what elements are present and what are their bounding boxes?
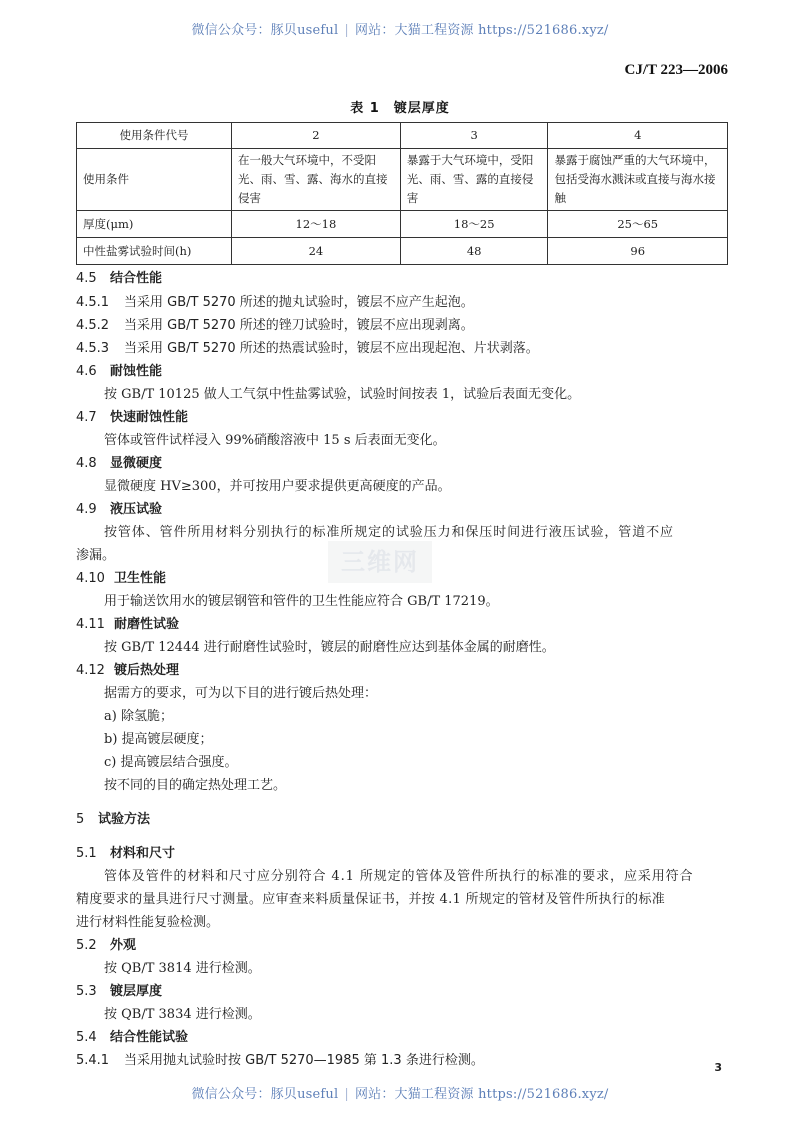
section-body-4-7: 管体或管件试样浸入 99%硝酸溶液中 15 s 后表面无变化。 [104,433,446,448]
section-heading-4-7: 4.7 快速耐蚀性能 [76,410,189,425]
table-row [77,149,728,211]
table-cell: 48 [400,238,548,265]
table-cell: 暴露于大气环境中，受阳光、雨、雪、露的直接侵害 [400,149,548,211]
section-body-5-1-line3: 进行材料性能复验检测。 [76,915,220,930]
watermark-separator: | [344,23,349,38]
section-heading-5-4: 5.4 结合性能试验 [76,1030,189,1045]
section-heading-4-12: 4.12 镀后热处理 [76,663,180,678]
watermark-stamp: 三维网 [328,541,432,583]
table-cell: 在一般大气环境中，不受阳光、雨、雪、露、海水的直接侵害 [232,149,401,211]
chapter-heading-5: 5 试验方法 [76,812,151,827]
table-row [77,211,728,238]
table-row-label: 使用条件 [77,149,232,211]
table-header-label: 使用条件代号 [77,123,232,149]
page-number: 3 [714,1061,722,1074]
table-row-label: 中性盐雾试验时间(h) [77,238,232,265]
watermark-wechat: 微信公众号：豚贝useful [191,1087,339,1102]
table-cell: 25～65 [548,211,728,238]
section-heading-5-2: 5.2 外观 [76,938,137,953]
section-body-5-1-line2: 精度要求的量具进行尺寸测量。应审查来料质量保证书，并按 4.1 所规定的管材及管件所执行的标准 [76,892,666,907]
section-body-5-1-line1: 管体及管件的材料和尺寸应分别符合 4.1 所规定的管体及管件所执行的标准的要求，应采用符合 [104,869,694,884]
section-body-4-9-line1: 按管体、管件所用材料分别执行的标准所规定的试验压力和保压时间进行液压试验，管道不应 [104,525,674,540]
table-cell: 96 [548,238,728,265]
section-heading-4-11: 4.11 耐磨性试验 [76,617,180,632]
table-title: 表 1 镀层厚度 [350,101,450,116]
section-body-4-12-intro: 据需方的要求，可为以下目的进行镀后热处理： [104,686,378,701]
table-cell: 12～18 [232,211,401,238]
section-body-4-10: 用于输送饮用水的镀层钢管和管件的卫生性能应符合 GB/T 17219。 [104,594,499,609]
section-body-5-2: 按 QB/T 3814 进行检测。 [104,961,261,976]
watermark-bottom [0,1083,800,1102]
section-body-4-12-outro: 按不同的目的确定热处理工艺。 [104,778,287,793]
section-heading-4-6: 4.6 耐蚀性能 [76,364,163,379]
watermark-website: 网站：大猫工程资源 https://521686.xyz/ [354,23,609,38]
standard-code: CJ/T 223—2006 [624,62,728,78]
section-body-4-9-line2: 渗漏。 [76,548,116,563]
table-row-label: 厚度(μm) [77,211,232,238]
section-body-4-6: 按 GB/T 10125 做人工气氛中性盐雾试验，试验时间按表 1，试验后表面无变化。 [104,387,581,402]
table-header-row [77,123,728,149]
table-header-cell: 3 [400,123,548,149]
watermark-website: 网站：大猫工程资源 https://521686.xyz/ [354,1087,609,1102]
list-item: b) 提高镀层硬度； [104,732,213,747]
watermark-top [0,19,800,38]
section-body-5-3: 按 QB/T 3834 进行检测。 [104,1007,261,1022]
list-item: c) 提高镀层结合强度。 [104,755,238,770]
clause-4-5-3: 4.5.3 当采用 GB/T 5270 所述的热震试验时，镀层不应出现起泡、片状剥落。 [76,341,539,356]
table-row [77,238,728,265]
watermark-wechat: 微信公众号：豚贝useful [191,23,339,38]
section-heading-4-9: 4.9 液压试验 [76,502,163,517]
table-header-cell: 2 [232,123,401,149]
table-header-cell: 4 [548,123,728,149]
watermark-separator: | [344,1087,349,1102]
section-heading-5-3: 5.3 镀层厚度 [76,984,163,999]
section-heading-4-8: 4.8 显微硬度 [76,456,163,471]
section-body-4-11: 按 GB/T 12444 进行耐磨性试验时，镀层的耐磨性应达到基体金属的耐磨性。 [104,640,555,655]
section-heading-4-5: 4.5 结合性能 [76,271,163,286]
clause-4-5-2: 4.5.2 当采用 GB/T 5270 所述的锉刀试验时，镀层不应出现剥离。 [76,318,474,333]
clause-5-4-1: 5.4.1 当采用抛丸试验时按 GB/T 5270—1985 第 1.3 条进行检测。 [76,1053,484,1068]
section-heading-4-10: 4.10 卫生性能 [76,571,167,586]
table-cell: 暴露于腐蚀严重的大气环境中，包括受海水溅沫或直接与海水接触 [548,149,728,211]
table-cell: 18～25 [400,211,548,238]
section-body-4-8: 显微硬度 HV≥300，并可按用户要求提供更高硬度的产品。 [104,479,451,494]
clause-4-5-1: 4.5.1 当采用 GB/T 5270 所述的抛丸试验时，镀层不应产生起泡。 [76,295,474,310]
table-cell: 24 [232,238,401,265]
coating-thickness-table [76,122,728,265]
section-heading-5-1: 5.1 材料和尺寸 [76,846,176,861]
list-item: a) 除氢脆； [104,709,173,724]
